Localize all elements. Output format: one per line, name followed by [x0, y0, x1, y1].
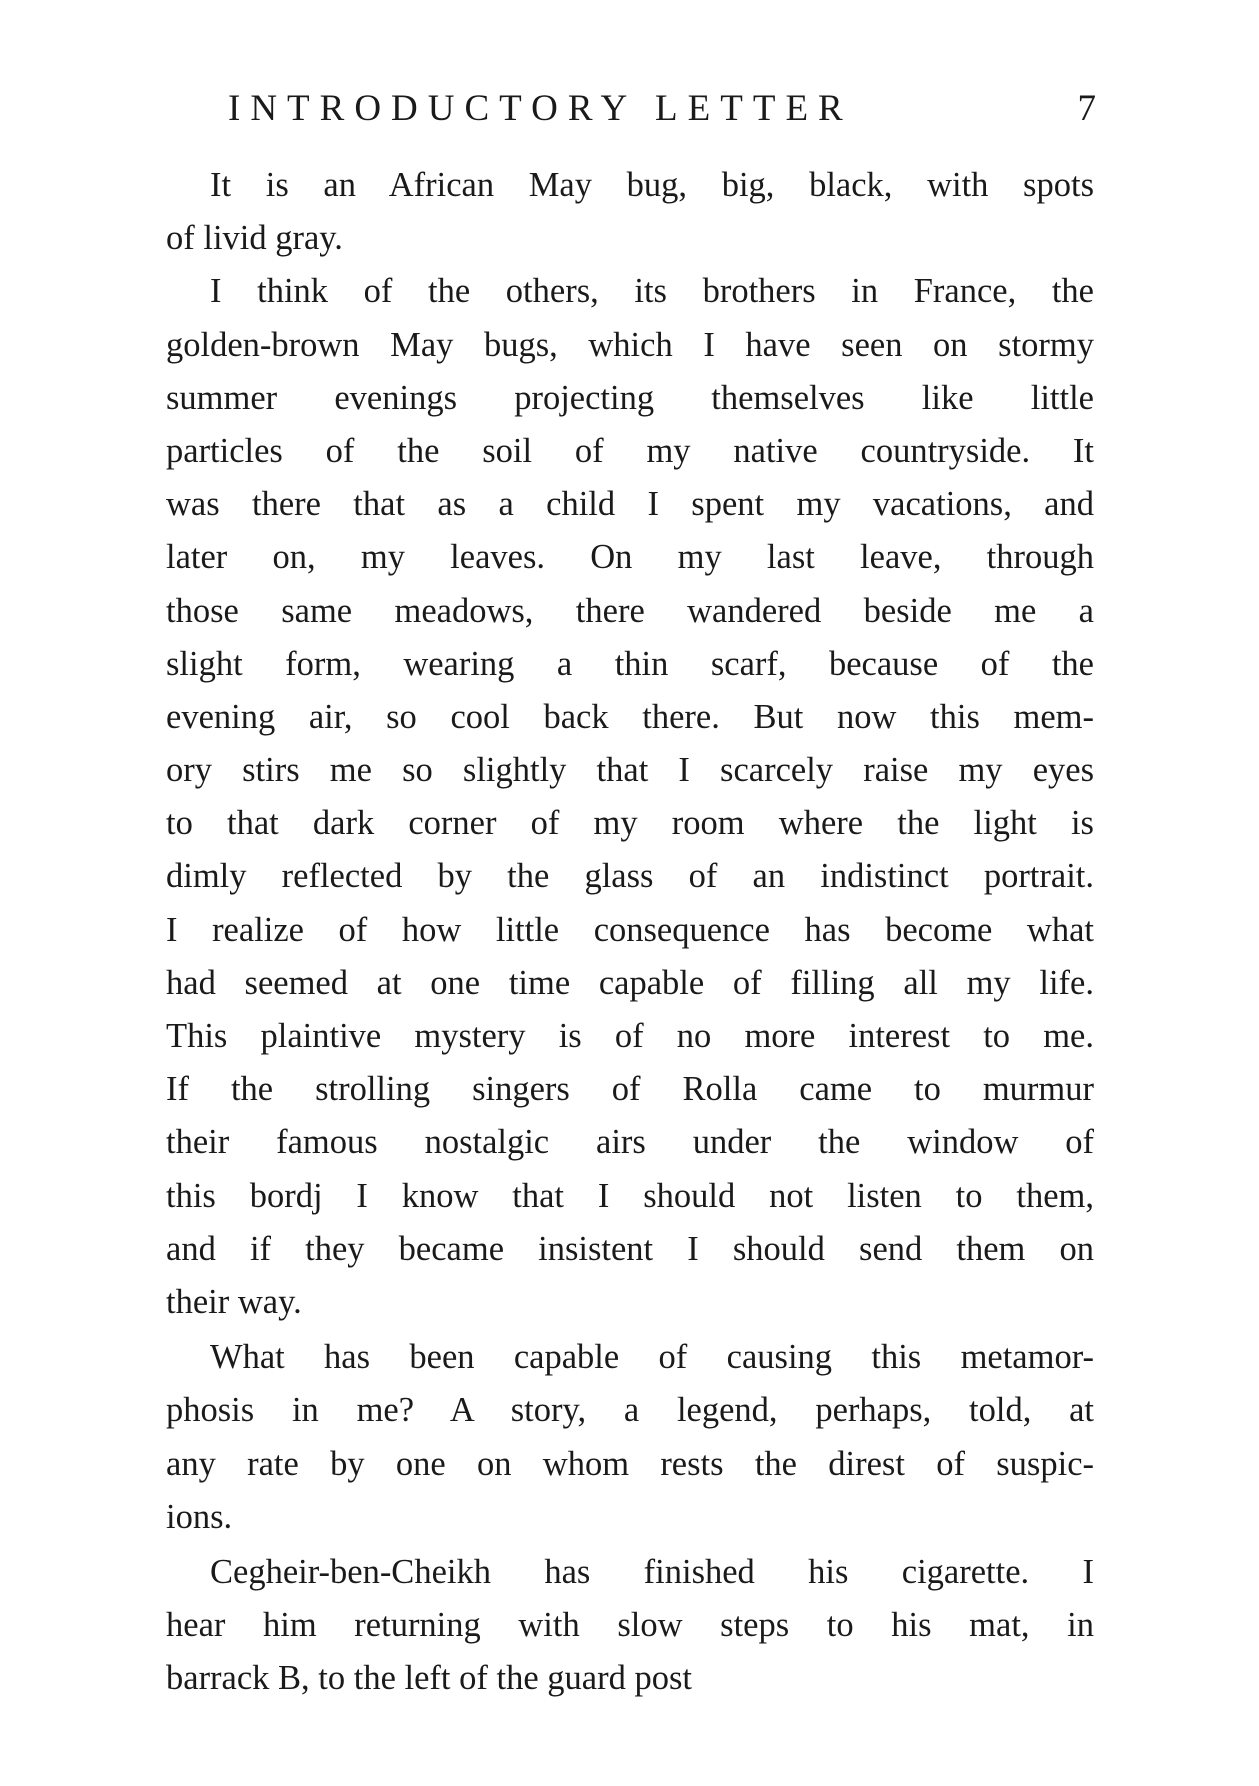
text-line: This plaintive mystery is of no more interest to me.	[166, 1017, 1094, 1055]
text-line: evening air, so cool back there. But now this mem-	[166, 697, 1094, 736]
text-line: any rate by one on whom rests the direst of suspic-	[166, 1444, 1094, 1483]
text-line: I think of the others, its brothers in France, the	[210, 272, 1094, 311]
text-line: phosis in me? A story, a legend, perhaps, told, at	[166, 1391, 1094, 1430]
text-line: those same meadows, there wandered beside me a	[166, 591, 1094, 630]
text-line: hear him returning with slow steps to his mat, in	[166, 1606, 1094, 1645]
text-line: What has been capable of causing this metamor-	[210, 1338, 1094, 1377]
text-line: It is an African May bug, big, black, with spots	[210, 166, 1094, 204]
running-head	[228, 84, 1096, 134]
text-line: later on, my leaves. On my last leave, through	[166, 538, 1094, 577]
text-line: ory stirs me so slightly that I scarcely raise my eyes	[166, 751, 1094, 790]
text-line: to that dark corner of my room where the light is	[166, 804, 1094, 843]
text-line: Cegheir-ben-Cheikh has finished his cigarette. I	[210, 1552, 1094, 1591]
text-line: If the strolling singers of Rolla came to murmur	[166, 1070, 1094, 1109]
text-line: golden-brown May bugs, which I have seen on stormy	[166, 325, 1094, 364]
text-line: was there that as a child I spent my vacations, and	[166, 485, 1094, 524]
text-line: had seemed at one time capable of filling all my life.	[166, 963, 1094, 1002]
text-line: slight form, wearing a thin scarf, because of the	[166, 644, 1094, 683]
text-line: barrack B, to the left of the guard post	[166, 1659, 692, 1698]
text-line: particles of the soil of my native countryside. It	[166, 431, 1094, 470]
text-line: of livid gray.	[166, 219, 343, 258]
text-line: ions.	[166, 1497, 233, 1536]
text-line: dimly reflected by the glass of an indistinct portrait.	[166, 857, 1094, 896]
text-line: summer evenings projecting themselves like little	[166, 378, 1094, 417]
running-title: INTRODUCTORY LETTER	[228, 88, 853, 129]
text-line: their way.	[166, 1282, 302, 1321]
text-line: this bordj I know that I should not listen to them,	[166, 1176, 1094, 1215]
page-number: 7	[1077, 88, 1096, 129]
text-line: their famous nostalgic airs under the window of	[166, 1123, 1094, 1162]
text-line: and if they became insistent I should send them on	[166, 1229, 1094, 1268]
text-line: I realize of how little consequence has become what	[166, 910, 1094, 949]
body-text	[166, 159, 1094, 1705]
